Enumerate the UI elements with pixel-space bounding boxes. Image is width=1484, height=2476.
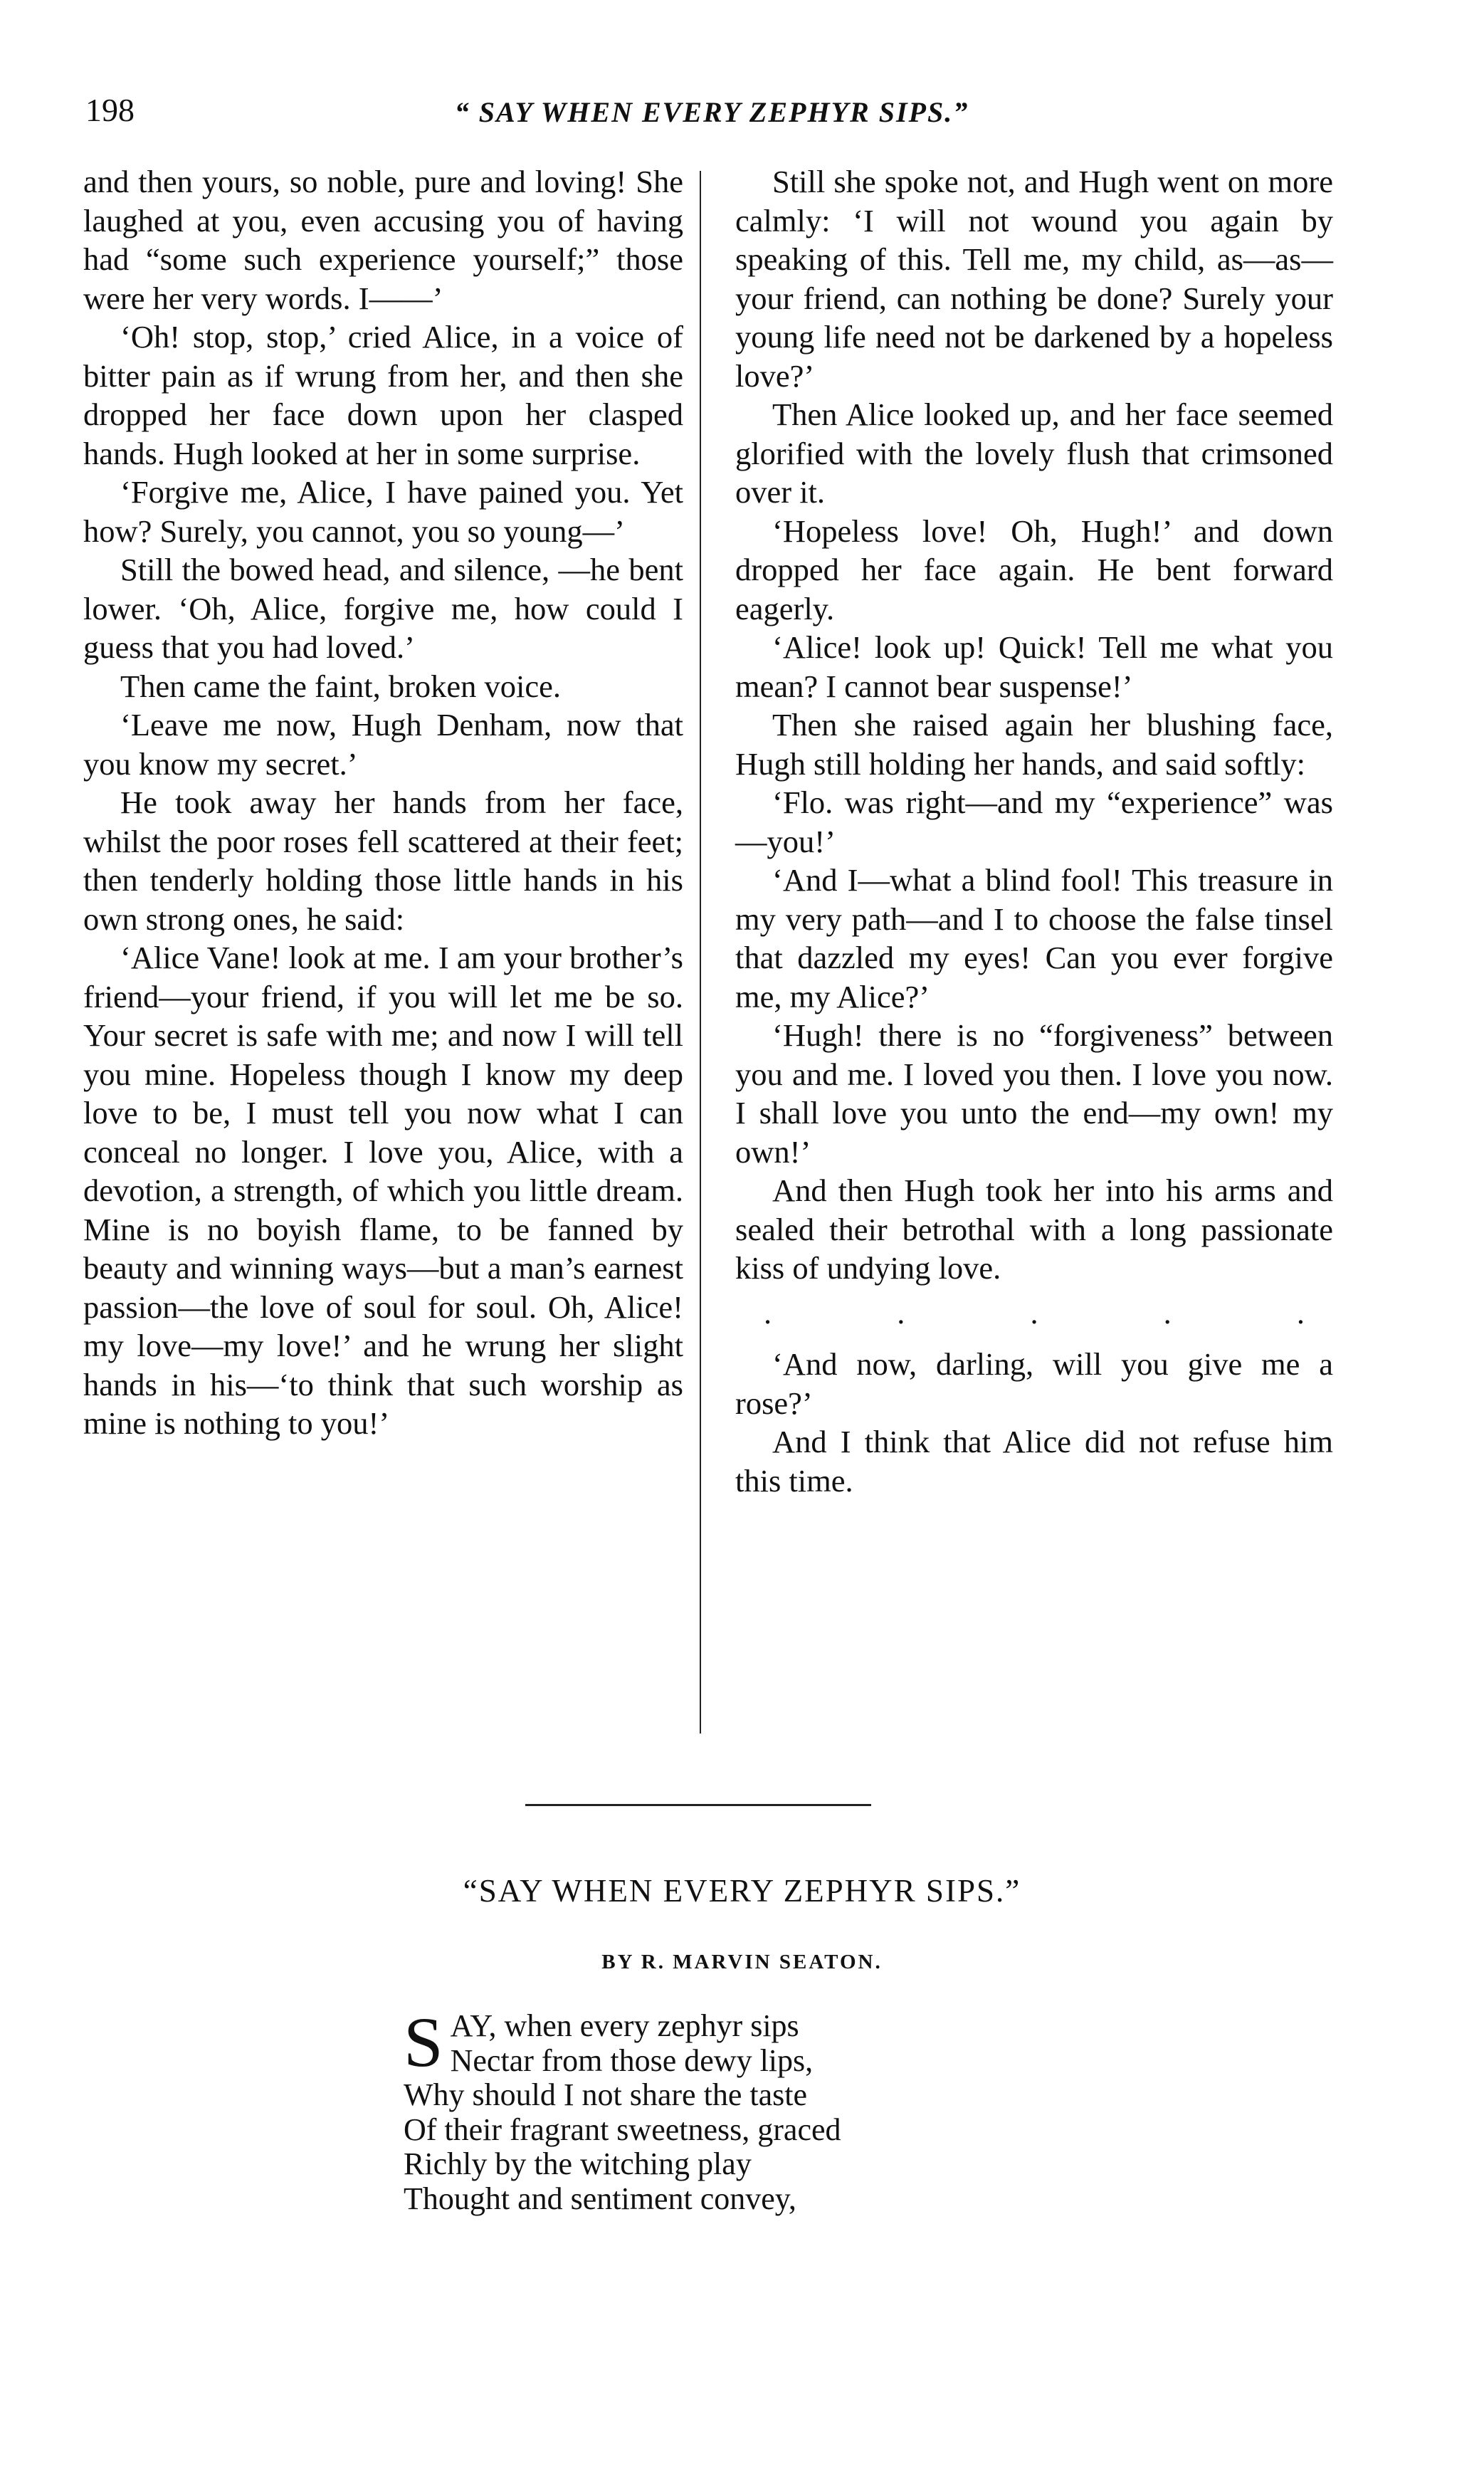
poem-line: Nectar from those dewy lips, <box>450 2042 814 2078</box>
paragraph: Then she raised again her blushing face, Hugh still holding her hands, and said softly: <box>735 707 1333 782</box>
poem-line: Thought and sentiment convey, <box>404 2181 796 2216</box>
paragraph: ‘Alice! look up! Quick! Tell me what you mean? I cannot bear suspense!’ <box>735 629 1333 704</box>
dot: . <box>1163 1294 1172 1331</box>
dot: . <box>1030 1294 1038 1331</box>
paragraph: Then came the faint, broken voice. <box>120 668 562 704</box>
poem-title: “SAY WHEN EVERY ZEPHYR SIPS.” <box>463 1873 1021 1909</box>
dot: . <box>1296 1294 1305 1331</box>
paragraph: And then Hugh took her into his arms and sealed their betrothal with a long passionate kiss of undying love. <box>735 1173 1333 1286</box>
paragraph: ‘Oh! stop, stop,’ cried Alice, in a voice of bitter pain as if wrung from her, and then she dropped her face down upon her clasped hands. Hugh looked at her in some surprise. <box>83 319 683 471</box>
left-column <box>83 162 683 1443</box>
page-number: 198 <box>85 92 135 128</box>
poem-line: Why should I not share the taste <box>404 2077 807 2112</box>
section-rule <box>525 1804 871 1806</box>
poem-line: Of their fragrant sweetness, graced <box>404 2112 841 2147</box>
paragraph: ‘Hugh! there is no “forgiveness” between you and me. I loved you then. I love you now. I shall love you unto the end—my own! my own!’ <box>735 1017 1333 1170</box>
poem-body <box>404 2003 973 2216</box>
poem-line: Richly by the witching play <box>404 2146 752 2181</box>
poem-line: AY, when every zephyr sips <box>450 2008 799 2043</box>
dot: . <box>897 1294 905 1331</box>
column-divider <box>700 171 701 1733</box>
page-header <box>85 91 1338 141</box>
paragraph: He took away her hands from her face, whilst the poor roses fell scattered at their feet; then tenderly holding those little hands in his own strong ones, he said: <box>83 785 683 937</box>
paragraph: ‘Forgive me, Alice, I have pained you. Yet how? Surely, you cannot, you so young—’ <box>83 474 683 549</box>
paragraph: And I think that Alice did not refuse him this time. <box>735 1424 1333 1499</box>
right-column <box>735 162 1333 1500</box>
running-head: “ SAY WHEN EVERY ZEPHYR SIPS.” <box>454 96 969 128</box>
paragraph: ‘Alice Vane! look at me. I am your brother’s friend—your friend, if you will let me be so. Your secret is safe with me; and now I will tell you mine. Hopeless though I know my deep love to be, I must tell you now what I can conceal no longer. I love you, Alice, with a devotion, a strength, of which you little dream. Mine is no boyish flame, to be fanned by beauty and winning ways—but a man’s earnest passion—the love of soul for soul. Oh, Alice! my love—my love!’ and he wrung her slight hands in his—‘to think that such worship as mine is nothing to you!’ <box>83 940 683 1441</box>
poem-byline: BY R. MARVIN SEATON. <box>601 1951 883 1973</box>
paragraph: ‘Hopeless love! Oh, Hugh!’ and down dropped her face again. He bent forward eagerly. <box>735 513 1333 626</box>
dot: . <box>764 1294 772 1331</box>
paragraph: and then yours, so noble, pure and loving! She laughed at you, even accusing you of having had “some such experience yourself;” those were her very words. I——’ <box>83 164 683 316</box>
paragraph: ‘Flo. was right—and my “experience” was—you!’ <box>735 785 1333 859</box>
paragraph: Still the bowed head, and silence, —he bent lower. ‘Oh, Alice, forgive me, how could I guess that you had loved.’ <box>83 552 683 665</box>
drop-cap: S <box>404 2003 443 2082</box>
paragraph: ‘And now, darling, will you give me a rose?’ <box>735 1346 1333 1421</box>
section-break-dots <box>735 1294 1333 1333</box>
paragraph: ‘And I—what a blind fool! This treasure in my very path—and I to choose the false tinsel that dazzled my eyes! Can you ever forgive me, my Alice?’ <box>735 862 1333 1014</box>
paragraph: ‘Leave me now, Hugh Denham, now that you know my secret.’ <box>83 707 683 782</box>
paragraph: Then Alice looked up, and her face seemed glorified with the lovely flush that crimsoned over it. <box>735 397 1333 510</box>
paragraph: Still she spoke not, and Hugh went on more calmly: ‘I will not wound you again by speaking of this. Tell me, my child, as—as—your friend, can nothing be done? Surely your young life need not be darkened by a hopeless love?’ <box>735 164 1333 394</box>
